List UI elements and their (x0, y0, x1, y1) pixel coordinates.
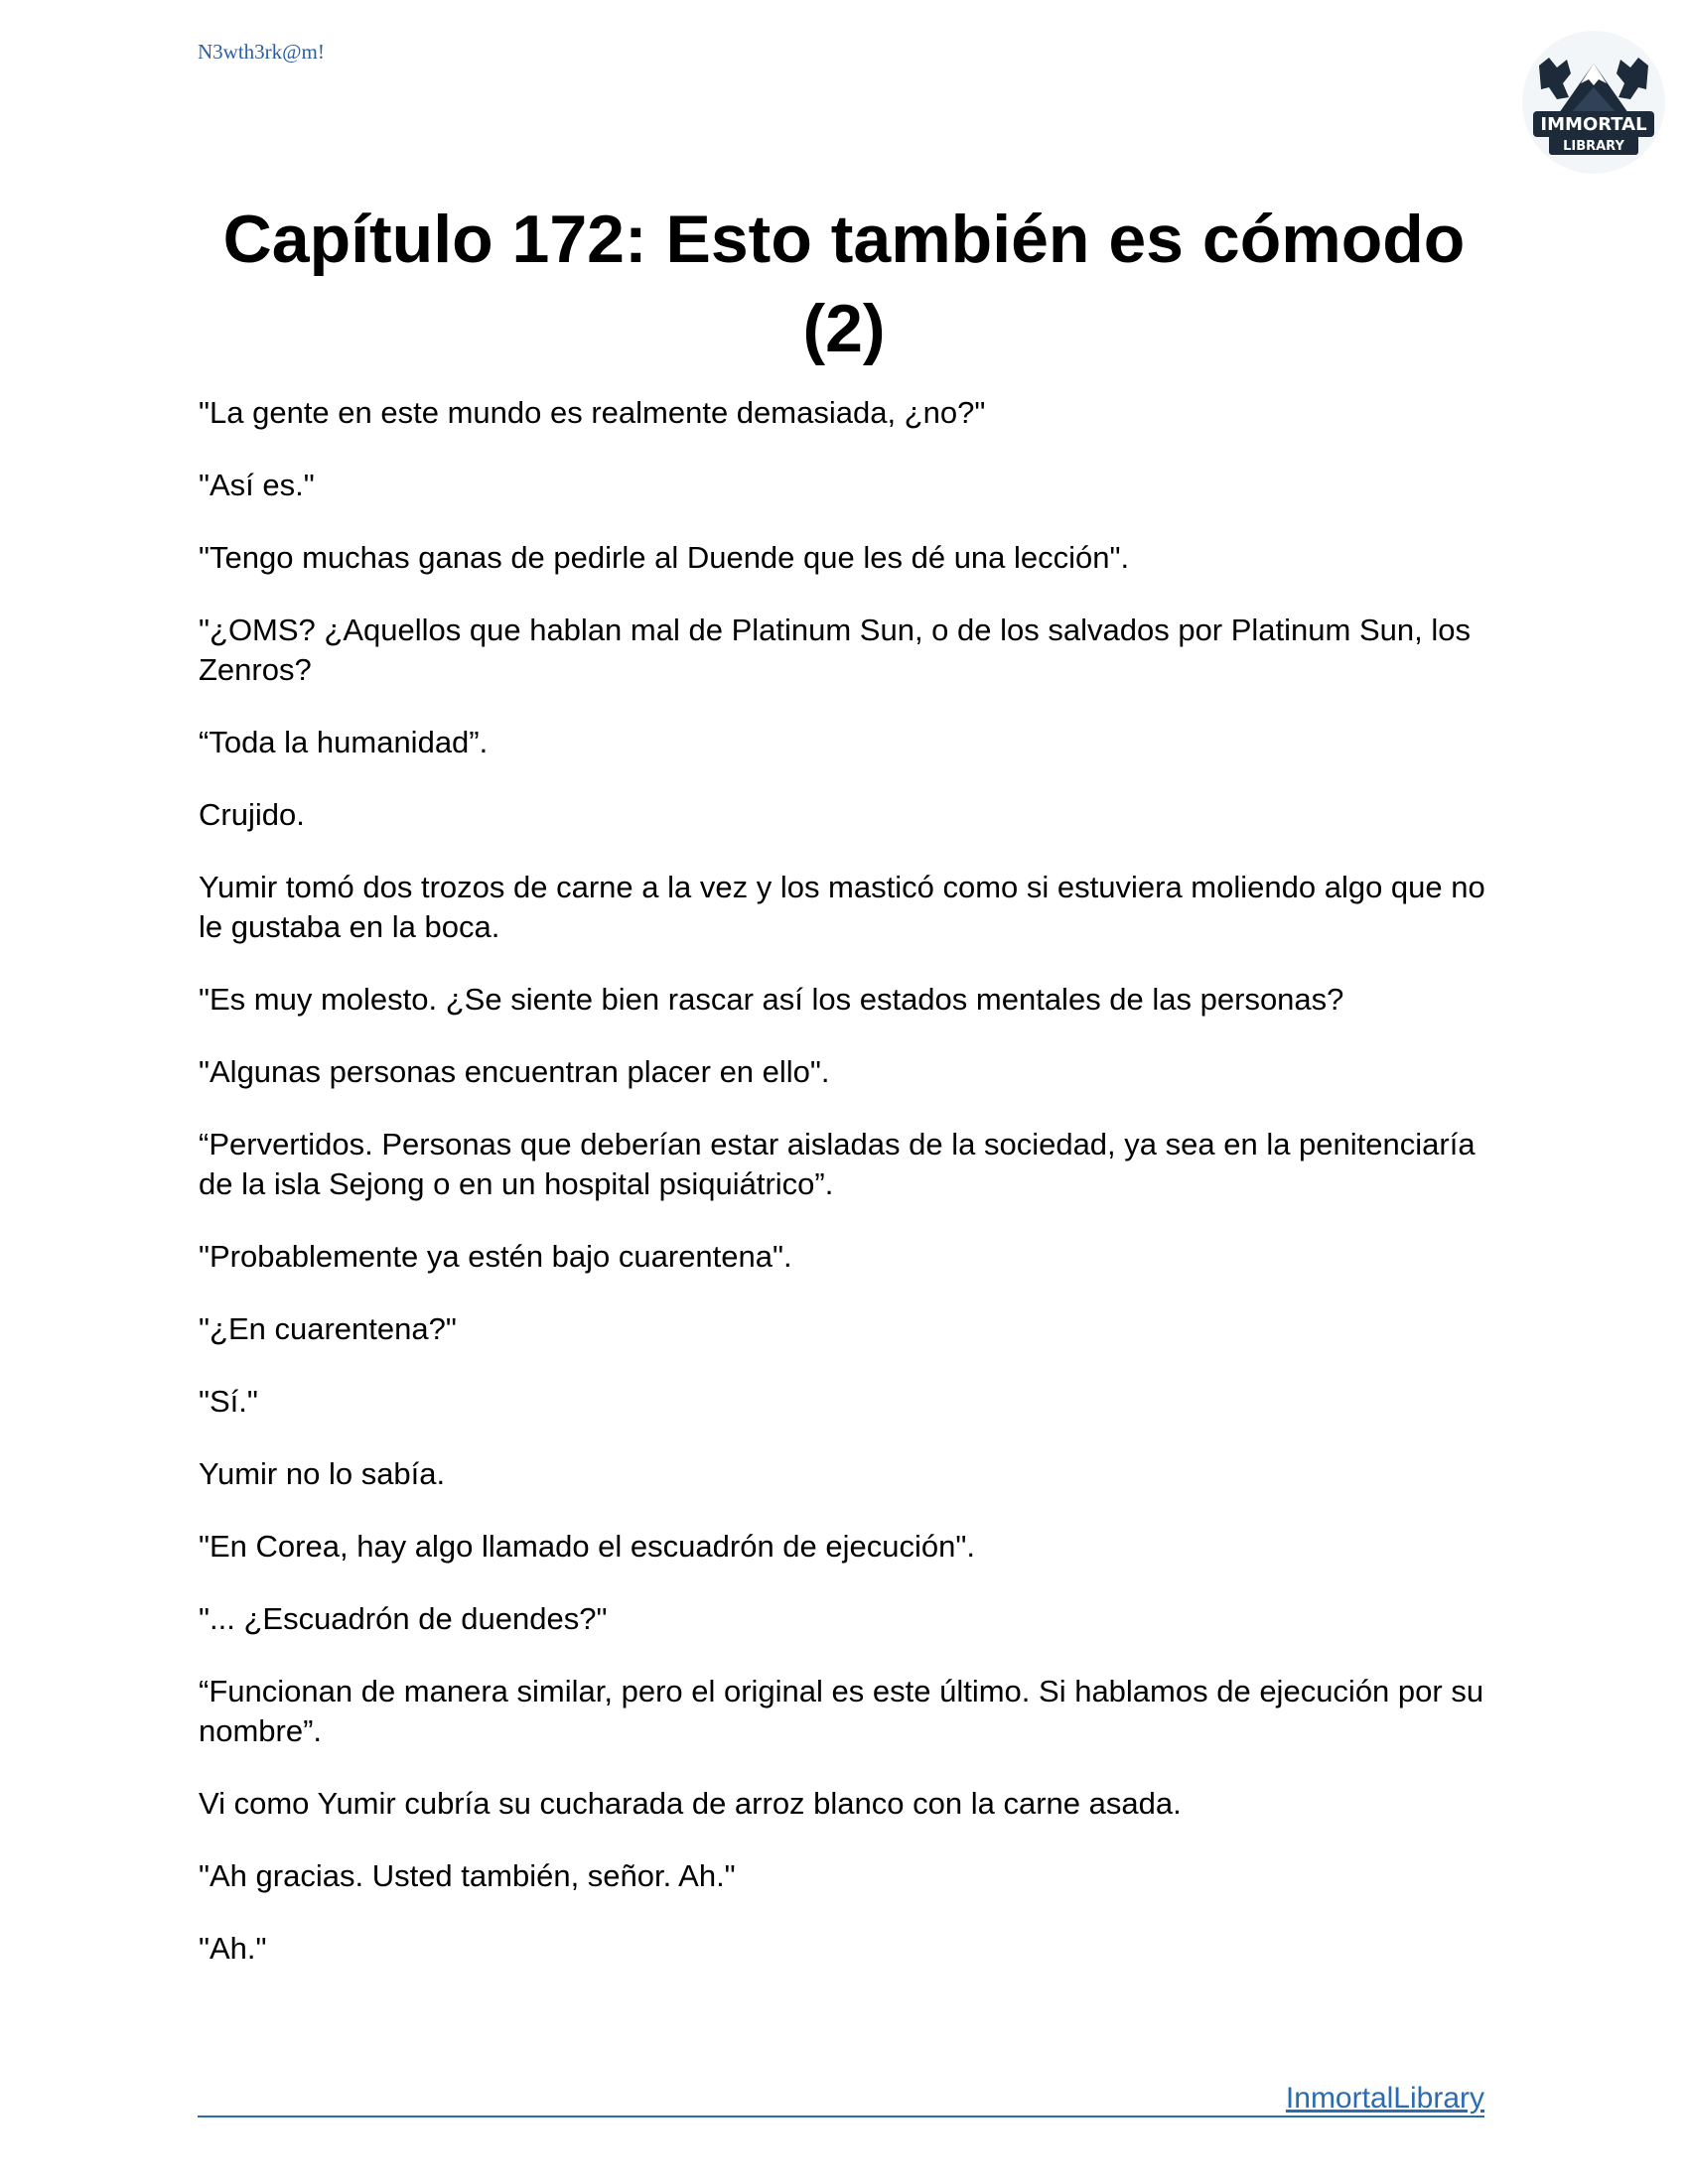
chapter-body (199, 393, 1489, 2001)
paragraph: "Algunas personas encuentran placer en ello". (199, 1054, 830, 1089)
paragraph: Vi como Yumir cubría su cucharada de arroz blanco con la carne asada. (199, 1786, 1182, 1821)
paragraph: "Ah gracias. Usted también, señor. Ah." (199, 1858, 736, 1893)
paragraph: Crujido. (199, 797, 305, 832)
paragraph: "Tengo muchas ganas de pedirle al Duende que les dé una lección". (199, 540, 1130, 575)
paragraph: “Toda la humanidad”. (199, 725, 489, 759)
paragraph: "¿En cuarentena?" (199, 1311, 457, 1346)
paragraph: "Ah." (199, 1931, 267, 1966)
footer-divider (198, 2116, 1484, 2117)
paragraph: "En Corea, hay algo llamado el escuadrón de ejecución". (199, 1529, 975, 1564)
paragraph: "La gente en este mundo es realmente demasiada, ¿no?" (199, 395, 986, 430)
paragraph: “Funcionan de manera similar, pero el original es este último. Si hablamos de ejecución por su nombre”. (199, 1674, 1484, 1748)
paragraph: "... ¿Escuadrón de duendes?" (199, 1601, 608, 1636)
immortal-library-logo (1519, 28, 1668, 177)
paragraph: "Sí." (199, 1384, 258, 1419)
dragon-mountain-emblem-icon (1519, 28, 1668, 177)
paragraph: "Así es." (199, 468, 315, 502)
paragraph: "Es muy molesto. ¿Se siente bien rascar así los estados mentales de las personas? (199, 982, 1344, 1017)
paragraph: "¿OMS? ¿Aquellos que hablan mal de Platinum Sun, o de los salvados por Platinum Sun, los Zenros? (199, 613, 1471, 687)
paragraph: Yumir tomó dos trozos de carne a la vez y los masticó como si estuviera moliendo algo que no le gustaba en la boca. (199, 870, 1485, 944)
paragraph: “Pervertidos. Personas que deberían estar aisladas de la sociedad, ya sea en la penitenciaría de la isla Sejong o en un hospital psiquiátrico”. (199, 1127, 1476, 1201)
logo-text-bottom: LIBRARY (1563, 139, 1624, 154)
footer-library-link[interactable]: InmortalLibrary (1285, 2082, 1484, 2115)
logo-text-top: IMMORTAL (1540, 114, 1647, 135)
paragraph: "Probablemente ya estén bajo cuarentena". (199, 1239, 792, 1274)
header-watermark-tag: N3wth3rk@m! (198, 40, 325, 64)
paragraph: Yumir no lo sabía. (199, 1456, 446, 1491)
chapter-title: Capítulo 172: Esto también es cómodo (2) (222, 202, 1466, 366)
